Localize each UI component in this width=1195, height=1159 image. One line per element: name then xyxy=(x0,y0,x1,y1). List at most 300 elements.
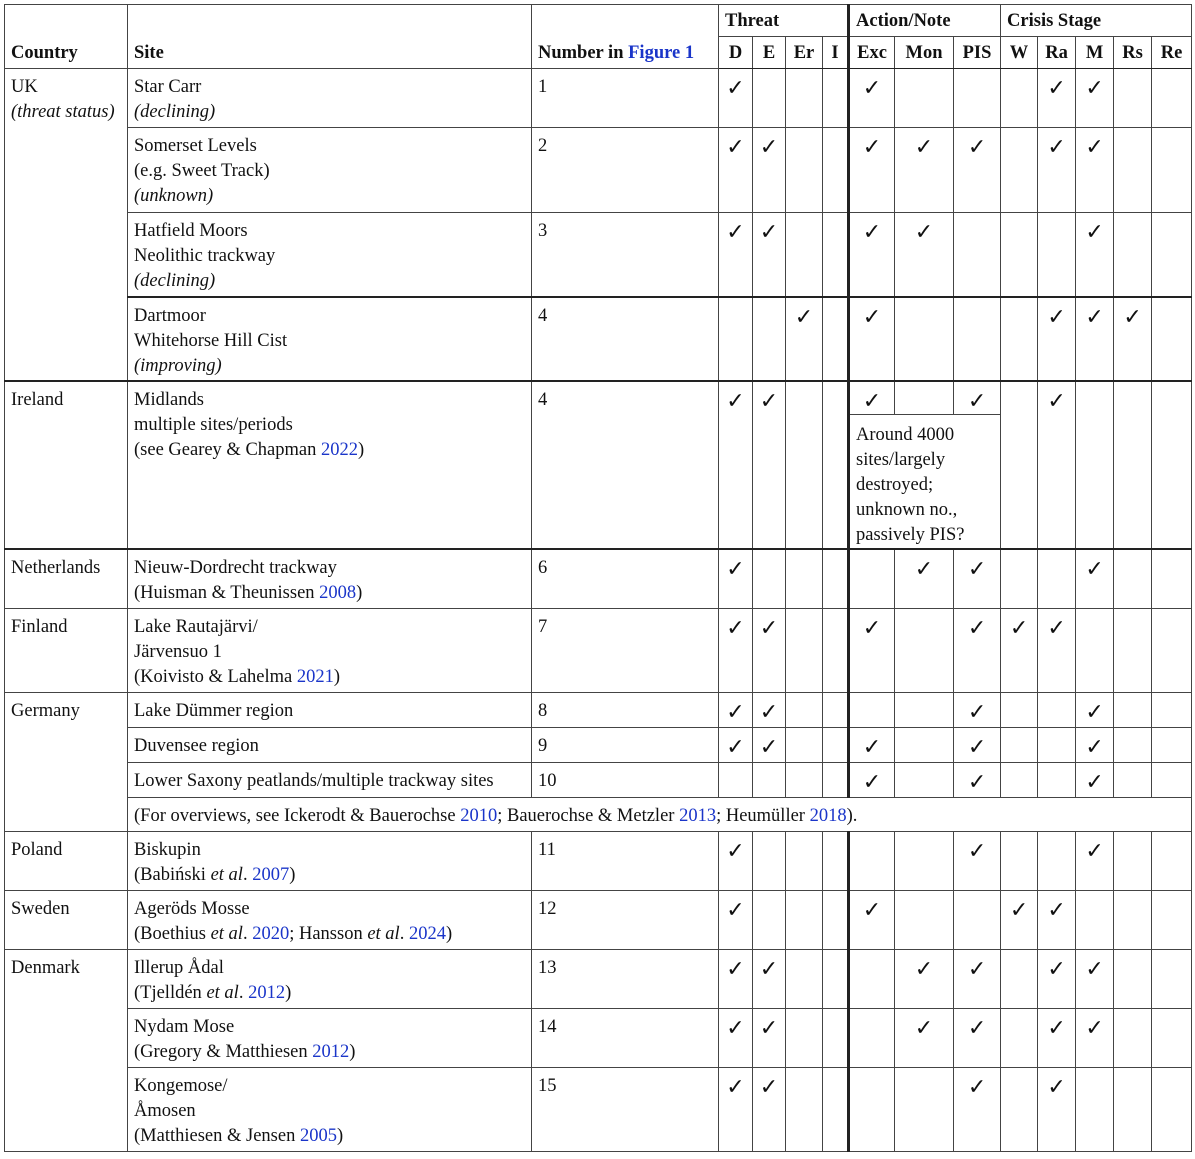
cell-D xyxy=(719,381,753,550)
cell-W xyxy=(1001,213,1038,297)
cell-Ra xyxy=(1038,608,1076,692)
cell-Ra xyxy=(1038,949,1076,1008)
col-header-Re: Re xyxy=(1152,37,1192,69)
cell-Ra xyxy=(1038,549,1076,608)
number-cell: 4 xyxy=(532,297,719,381)
col-header-W: W xyxy=(1001,37,1038,69)
cell-W xyxy=(1001,949,1038,1008)
cell-Exc xyxy=(849,762,895,797)
check-mark-icon: ✓ xyxy=(862,615,882,641)
cell-Mon xyxy=(895,831,954,890)
cell-Ra xyxy=(1038,762,1076,797)
cell-PIS xyxy=(954,727,1001,762)
cell-Er xyxy=(786,608,823,692)
cell-Re xyxy=(1152,608,1192,692)
check-mark-icon: ✓ xyxy=(759,734,779,760)
cell-Exc xyxy=(849,608,895,692)
cell-Re xyxy=(1152,762,1192,797)
cell-E xyxy=(753,549,786,608)
country-poland: Poland xyxy=(5,831,128,890)
cell-Er xyxy=(786,727,823,762)
cell-W xyxy=(1001,1008,1038,1067)
check-mark-icon: ✓ xyxy=(967,838,987,864)
cell-E xyxy=(753,128,786,213)
cell-Rs xyxy=(1114,1067,1152,1151)
check-mark-icon: ✓ xyxy=(726,557,745,582)
country-germany: Germany xyxy=(5,692,128,831)
check-mark-icon: ✓ xyxy=(967,135,987,160)
table-row xyxy=(5,890,1192,949)
cell-Re xyxy=(1152,297,1192,381)
number-cell: 4 xyxy=(532,381,719,550)
cell-Rs xyxy=(1114,1008,1152,1067)
check-mark-icon: ✓ xyxy=(1085,838,1104,864)
check-mark-icon: ✓ xyxy=(726,699,745,725)
citation-link[interactable]: 2007 xyxy=(252,864,290,885)
cell-Er xyxy=(786,831,823,890)
check-mark-icon: ✓ xyxy=(967,769,987,795)
cell-Exc xyxy=(849,1067,895,1151)
cell-D xyxy=(719,213,753,297)
country-denmark: Denmark xyxy=(5,949,128,1151)
cell-M xyxy=(1076,949,1114,1008)
cell-Re xyxy=(1152,69,1192,128)
check-mark-icon: ✓ xyxy=(726,220,745,245)
country-sweden: Sweden xyxy=(5,890,128,949)
table-row xyxy=(5,1008,1192,1067)
check-mark-icon: ✓ xyxy=(1085,734,1104,760)
cell-Ra xyxy=(1038,213,1076,297)
check-mark-icon: ✓ xyxy=(914,1015,934,1041)
number-cell: 3 xyxy=(532,213,719,297)
group-header-action: Action/Note xyxy=(849,5,1001,37)
number-cell: 13 xyxy=(532,949,719,1008)
col-header-Ra: Ra xyxy=(1038,37,1076,69)
cell-D xyxy=(719,949,753,1008)
cell-Exc xyxy=(849,128,895,213)
table-row xyxy=(5,381,1192,415)
table-row xyxy=(5,797,1192,831)
check-mark-icon: ✓ xyxy=(1085,135,1104,160)
citation-link[interactable]: 2005 xyxy=(299,1125,337,1146)
cell-PIS xyxy=(954,549,1001,608)
cell-Mon xyxy=(895,727,954,762)
check-mark-icon: ✓ xyxy=(967,699,987,725)
cell-Rs xyxy=(1114,608,1152,692)
cell-M xyxy=(1076,727,1114,762)
cell-I xyxy=(823,831,849,890)
cell-I xyxy=(823,608,849,692)
cell-Exc xyxy=(849,69,895,128)
cell-PIS xyxy=(954,692,1001,727)
cell-Re xyxy=(1152,1008,1192,1067)
col-header-site: Site xyxy=(128,5,532,69)
cell-Re xyxy=(1152,890,1192,949)
cell-Er xyxy=(786,1008,823,1067)
cell-Re xyxy=(1152,692,1192,727)
site-cell: Dartmoor Whitehorse Hill Cist (improving) xyxy=(128,297,532,381)
citation-link[interactable]: 2012 xyxy=(248,982,286,1003)
cell-Er xyxy=(786,381,823,550)
site-cell: Nieuw-Dordrecht trackway (Huisman & Theunissen 2008) xyxy=(128,549,532,608)
country-finland: Finland xyxy=(5,608,128,692)
site-cell: Star Carr (declining) xyxy=(128,69,532,128)
cell-W xyxy=(1001,69,1038,128)
cell-PIS xyxy=(954,608,1001,692)
check-mark-icon: ✓ xyxy=(726,1074,745,1100)
cell-Exc xyxy=(849,1008,895,1067)
site-cell: Lake Rautajärvi/ Järvensuo 1 (Koivisto & Lahelma 2021) xyxy=(128,608,532,692)
check-mark-icon: ✓ xyxy=(914,135,934,160)
check-mark-icon: ✓ xyxy=(967,956,987,982)
cell-W xyxy=(1001,890,1038,949)
cell-PIS xyxy=(954,949,1001,1008)
number-cell: 10 xyxy=(532,762,719,797)
col-header-country: Country xyxy=(5,5,128,69)
cell-M xyxy=(1076,69,1114,128)
check-mark-icon: ✓ xyxy=(967,388,987,414)
cell-D xyxy=(719,128,753,213)
check-mark-icon: ✓ xyxy=(1047,388,1066,414)
check-mark-icon: ✓ xyxy=(862,388,882,414)
cell-W xyxy=(1001,297,1038,381)
cell-Ra xyxy=(1038,831,1076,890)
number-cell: 11 xyxy=(532,831,719,890)
figure-1-link[interactable]: Figure 1 xyxy=(628,43,695,63)
cell-PIS xyxy=(954,381,1001,415)
cell-Rs xyxy=(1114,831,1152,890)
check-mark-icon: ✓ xyxy=(1009,615,1029,641)
cell-E xyxy=(753,1067,786,1151)
sites-threat-table xyxy=(4,4,1192,1152)
cell-Exc xyxy=(849,890,895,949)
cell-E xyxy=(753,69,786,128)
check-mark-icon: ✓ xyxy=(862,897,882,923)
cell-W xyxy=(1001,1067,1038,1151)
site-cell: Hatfield Moors Neolithic trackway (declining) xyxy=(128,213,532,297)
check-mark-icon: ✓ xyxy=(1047,1015,1066,1041)
cell-M xyxy=(1076,1008,1114,1067)
cell-Exc xyxy=(849,831,895,890)
cell-PIS xyxy=(954,762,1001,797)
citation-link[interactable]: 2018 xyxy=(809,805,847,826)
cell-Mon xyxy=(895,1067,954,1151)
number-cell: 12 xyxy=(532,890,719,949)
cell-D xyxy=(719,69,753,128)
site-cell: Nydam Mose (Gregory & Matthiesen 2012) xyxy=(128,1008,532,1067)
cell-Exc xyxy=(849,692,895,727)
citation-link[interactable]: 2008 xyxy=(319,583,357,603)
group-header-threat: Threat xyxy=(719,5,849,37)
cell-Er xyxy=(786,692,823,727)
cell-M xyxy=(1076,297,1114,381)
cell-Re xyxy=(1152,949,1192,1008)
site-cell: Illerup Ådal (Tjelldén et al. 2012) xyxy=(128,949,532,1008)
cell-Mon xyxy=(895,692,954,727)
cell-E xyxy=(753,1008,786,1067)
check-mark-icon: ✓ xyxy=(759,615,779,641)
cell-D xyxy=(719,1008,753,1067)
check-mark-icon: ✓ xyxy=(759,1074,779,1100)
cell-Mon xyxy=(895,128,954,213)
cell-Mon xyxy=(895,762,954,797)
col-header-number: Number in Figure 1 xyxy=(532,5,719,69)
cell-E xyxy=(753,692,786,727)
cell-M xyxy=(1076,1067,1114,1151)
cell-W xyxy=(1001,762,1038,797)
cell-Exc xyxy=(849,297,895,381)
cell-E xyxy=(753,831,786,890)
col-header-E: E xyxy=(753,37,786,69)
cell-I xyxy=(823,1008,849,1067)
check-mark-icon: ✓ xyxy=(1047,897,1066,923)
cell-Er xyxy=(786,949,823,1008)
number-cell: 8 xyxy=(532,692,719,727)
cell-Re xyxy=(1152,213,1192,297)
check-mark-icon: ✓ xyxy=(862,76,882,101)
check-mark-icon: ✓ xyxy=(726,734,745,760)
cell-Re xyxy=(1152,549,1192,608)
germany-overview-note: (For overviews, see Ickerodt & Bauerochse 2010; Bauerochse & Metzler 2013; Heumüller 2018). xyxy=(128,797,1192,831)
check-mark-icon: ✓ xyxy=(1085,769,1104,795)
cell-M xyxy=(1076,381,1114,550)
cell-Exc xyxy=(849,381,895,415)
check-mark-icon: ✓ xyxy=(726,838,745,864)
cell-Re xyxy=(1152,1067,1192,1151)
col-header-I: I xyxy=(823,37,849,69)
cell-E xyxy=(753,213,786,297)
cell-I xyxy=(823,727,849,762)
cell-Exc xyxy=(849,549,895,608)
cell-Re xyxy=(1152,727,1192,762)
number-cell: 14 xyxy=(532,1008,719,1067)
table-row xyxy=(5,297,1192,381)
country-netherlands: Netherlands xyxy=(5,549,128,608)
col-header-D: D xyxy=(719,37,753,69)
check-mark-icon: ✓ xyxy=(967,557,987,582)
cell-Mon xyxy=(895,549,954,608)
check-mark-icon: ✓ xyxy=(862,734,882,760)
check-mark-icon: ✓ xyxy=(914,557,934,582)
check-mark-icon: ✓ xyxy=(759,1015,779,1041)
cell-Er xyxy=(786,890,823,949)
site-cell: Midlands multiple sites/periods (see Gearey & Chapman 2022) xyxy=(128,381,532,550)
check-mark-icon: ✓ xyxy=(726,135,745,160)
check-mark-icon: ✓ xyxy=(862,304,882,330)
number-cell: 7 xyxy=(532,608,719,692)
site-cell: Somerset Levels (e.g. Sweet Track) (unknown) xyxy=(128,128,532,213)
cell-Mon xyxy=(895,949,954,1008)
ireland-action-note: Around 4000 sites/largely destroyed; unknown no., passively PIS? xyxy=(849,415,1001,550)
cell-Re xyxy=(1152,831,1192,890)
cell-Ra xyxy=(1038,692,1076,727)
table-row xyxy=(5,608,1192,692)
cell-W xyxy=(1001,549,1038,608)
cell-D xyxy=(719,762,753,797)
check-mark-icon: ✓ xyxy=(726,615,745,641)
check-mark-icon: ✓ xyxy=(1085,1015,1104,1041)
cell-Mon xyxy=(895,890,954,949)
cell-M xyxy=(1076,692,1114,727)
citation-link[interactable]: 2012 xyxy=(312,1041,350,1062)
col-header-PIS: PIS xyxy=(954,37,1001,69)
col-header-Exc: Exc xyxy=(849,37,895,69)
cell-Ra xyxy=(1038,128,1076,213)
site-cell: Duvensee region xyxy=(128,727,532,762)
check-mark-icon: ✓ xyxy=(1085,76,1104,101)
site-cell: Lower Saxony peatlands/multiple trackway sites xyxy=(128,762,532,797)
site-cell: Kongemose/ Åmosen (Matthiesen & Jensen 2005) xyxy=(128,1067,532,1151)
check-mark-icon: ✓ xyxy=(794,304,814,330)
site-cell: Lake Dümmer region xyxy=(128,692,532,727)
cell-D xyxy=(719,608,753,692)
cell-Rs xyxy=(1114,949,1152,1008)
number-cell: 1 xyxy=(532,69,719,128)
citation-link[interactable]: 2022 xyxy=(320,439,358,460)
cell-Rs xyxy=(1114,213,1152,297)
cell-D xyxy=(719,831,753,890)
cell-Rs xyxy=(1114,128,1152,213)
number-cell: 9 xyxy=(532,727,719,762)
table-row xyxy=(5,762,1192,797)
cell-W xyxy=(1001,831,1038,890)
cell-Mon xyxy=(895,69,954,128)
table-row xyxy=(5,831,1192,890)
cell-I xyxy=(823,692,849,727)
cell-Ra xyxy=(1038,297,1076,381)
cell-M xyxy=(1076,608,1114,692)
citation-link[interactable]: 2013 xyxy=(679,805,717,826)
cell-D xyxy=(719,1067,753,1151)
cell-Exc xyxy=(849,949,895,1008)
cell-Rs xyxy=(1114,692,1152,727)
country-ireland: Ireland xyxy=(5,381,128,550)
col-header-Er: Er xyxy=(786,37,823,69)
cell-Re xyxy=(1152,128,1192,213)
check-mark-icon: ✓ xyxy=(759,220,779,245)
cell-Ra xyxy=(1038,381,1076,550)
check-mark-icon: ✓ xyxy=(1085,956,1104,982)
check-mark-icon: ✓ xyxy=(1123,304,1142,330)
cell-Rs xyxy=(1114,69,1152,128)
cell-Rs xyxy=(1114,297,1152,381)
check-mark-icon: ✓ xyxy=(1085,304,1104,330)
check-mark-icon: ✓ xyxy=(726,897,745,923)
cell-Rs xyxy=(1114,762,1152,797)
cell-W xyxy=(1001,727,1038,762)
cell-Ra xyxy=(1038,1008,1076,1067)
table-row xyxy=(5,128,1192,213)
cell-D xyxy=(719,692,753,727)
cell-Er xyxy=(786,69,823,128)
table-row xyxy=(5,213,1192,297)
cell-E xyxy=(753,949,786,1008)
cell-Er xyxy=(786,128,823,213)
check-mark-icon: ✓ xyxy=(967,1074,987,1100)
check-mark-icon: ✓ xyxy=(1085,220,1104,245)
cell-M xyxy=(1076,831,1114,890)
site-cell: Biskupin (Babiński et al. 2007) xyxy=(128,831,532,890)
cell-E xyxy=(753,608,786,692)
cell-E xyxy=(753,727,786,762)
cell-I xyxy=(823,128,849,213)
cell-PIS xyxy=(954,213,1001,297)
cell-Mon xyxy=(895,1008,954,1067)
citation-link[interactable]: 2010 xyxy=(460,805,498,826)
citation-link[interactable]: 2024 xyxy=(408,923,446,944)
cell-Re xyxy=(1152,381,1192,550)
check-mark-icon: ✓ xyxy=(967,615,987,641)
check-mark-icon: ✓ xyxy=(726,1015,745,1041)
citation-link[interactable]: 2020 xyxy=(252,923,290,944)
cell-I xyxy=(823,1067,849,1151)
number-cell: 15 xyxy=(532,1067,719,1151)
col-header-M: M xyxy=(1076,37,1114,69)
cell-W xyxy=(1001,381,1038,550)
check-mark-icon: ✓ xyxy=(1047,135,1066,160)
check-mark-icon: ✓ xyxy=(862,220,882,245)
cell-W xyxy=(1001,692,1038,727)
cell-Rs xyxy=(1114,727,1152,762)
cell-Mon xyxy=(895,381,954,415)
cell-I xyxy=(823,890,849,949)
cell-Er xyxy=(786,213,823,297)
check-mark-icon: ✓ xyxy=(1047,76,1066,101)
table-row xyxy=(5,549,1192,608)
check-mark-icon: ✓ xyxy=(862,135,882,160)
check-mark-icon: ✓ xyxy=(967,1015,987,1041)
col-header-Rs: Rs xyxy=(1114,37,1152,69)
cell-D xyxy=(719,890,753,949)
check-mark-icon: ✓ xyxy=(1047,615,1066,641)
cell-I xyxy=(823,381,849,550)
table-row xyxy=(5,69,1192,128)
citation-link[interactable]: 2021 xyxy=(296,666,334,687)
cell-I xyxy=(823,69,849,128)
check-mark-icon: ✓ xyxy=(726,388,745,414)
cell-Rs xyxy=(1114,549,1152,608)
cell-Exc xyxy=(849,213,895,297)
cell-D xyxy=(719,297,753,381)
check-mark-icon: ✓ xyxy=(1085,699,1104,725)
cell-I xyxy=(823,762,849,797)
number-cell: 2 xyxy=(532,128,719,213)
check-mark-icon: ✓ xyxy=(726,76,745,101)
cell-Mon xyxy=(895,608,954,692)
cell-I xyxy=(823,549,849,608)
check-mark-icon: ✓ xyxy=(914,220,934,245)
cell-I xyxy=(823,213,849,297)
threat-status-note: (threat status) xyxy=(11,102,115,122)
check-mark-icon: ✓ xyxy=(967,734,987,760)
cell-Rs xyxy=(1114,890,1152,949)
cell-Ra xyxy=(1038,727,1076,762)
cell-Er xyxy=(786,762,823,797)
cell-Rs xyxy=(1114,381,1152,550)
cell-M xyxy=(1076,549,1114,608)
check-mark-icon: ✓ xyxy=(759,388,779,414)
cell-PIS xyxy=(954,1067,1001,1151)
cell-Mon xyxy=(895,297,954,381)
table-row xyxy=(5,949,1192,1008)
cell-PIS xyxy=(954,890,1001,949)
check-mark-icon: ✓ xyxy=(1085,557,1104,582)
cell-W xyxy=(1001,608,1038,692)
check-mark-icon: ✓ xyxy=(1047,304,1066,330)
cell-Er xyxy=(786,297,823,381)
check-mark-icon: ✓ xyxy=(1047,1074,1066,1100)
cell-W xyxy=(1001,128,1038,213)
